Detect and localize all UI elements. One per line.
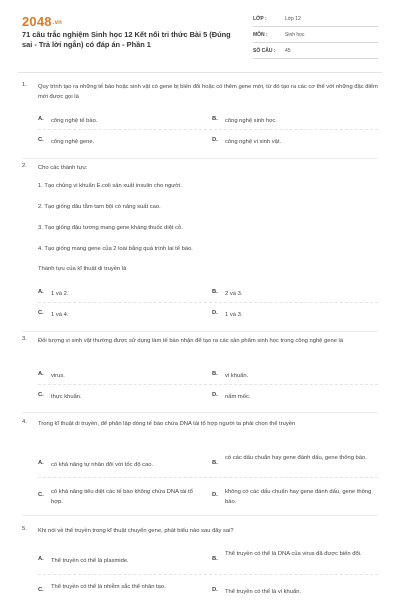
option-letter: D. — [212, 137, 218, 143]
option-text: nấm mốc. — [225, 394, 251, 400]
question-number: 2. — [22, 163, 27, 169]
logo-suffix: .vn — [52, 19, 63, 26]
option-text: Thể truyền có thể là nhiễm sắc thể nhân tạo. — [51, 584, 166, 590]
question-divider — [22, 331, 378, 332]
option-letter: A. — [38, 556, 44, 562]
option-divider — [38, 302, 378, 303]
question-3 — [22, 336, 378, 406]
option-text: công nghệ gene. — [51, 139, 95, 145]
question-number: 5. — [22, 526, 27, 532]
option-text: Thể truyền có thể là plasmide. — [51, 558, 129, 564]
meta-class-value: Lớp 12 — [285, 16, 301, 22]
option-letter: C. — [38, 310, 44, 316]
document-meta — [253, 14, 378, 62]
site-logo[interactable] — [22, 14, 62, 29]
question-divider — [22, 158, 378, 159]
option-letter: B. — [212, 289, 218, 295]
option-letter: B. — [212, 556, 218, 562]
option-text: thực khuẩn. — [51, 394, 82, 400]
question-divider — [22, 412, 378, 413]
question-text: Khi nói về thể truyền trong kĩ thuật chuyển gene, phát biểu nào sau đây sai? — [38, 528, 234, 534]
option-text: 1 và 4. — [51, 312, 69, 318]
option-text: Thể truyền có thể là vi khuẩn. — [225, 589, 302, 595]
option-letter: D. — [212, 310, 218, 316]
option-divider — [38, 129, 378, 130]
achievement-item-2: 2. Tạo giống dâu tằm tam bội có năng suất cao. — [38, 204, 161, 210]
option-divider — [38, 574, 378, 575]
option-divider — [38, 384, 378, 385]
option-text: công nghệ sinh học. — [225, 118, 277, 124]
option-letter: D. — [212, 587, 218, 593]
document-title: 71 câu trắc nghiệm Sinh học 12 Kết nối tri thức Bài 5 (Đúng sai - Trả lời ngắn) có đáp án - Phần 1 — [22, 30, 231, 49]
achievement-item-4: 4. Tạo giống mang gene của 2 loài bằng quá trình lai tế bào. — [38, 246, 193, 252]
option-letter: C. — [38, 492, 44, 498]
document-header — [0, 0, 400, 70]
question-1 — [22, 82, 378, 150]
option-letter: A. — [38, 116, 44, 122]
question-number: 4. — [22, 419, 27, 425]
option-letter: C. — [38, 137, 44, 143]
meta-class-label: LỚP : — [253, 16, 267, 22]
option-text: công nghệ vi sinh vật. — [225, 139, 282, 145]
option-text: virus. — [51, 373, 65, 379]
meta-subject-value: Sinh học — [285, 32, 305, 38]
option-text: có các dấu chuẩn hay gene đánh dấu, gene thông báo. — [225, 455, 367, 461]
question-text: Trong kĩ thuật di truyền, để phân lập dòng tế bào chứa DNA tái tổ hợp người ta phải chọn thể truyền — [38, 421, 296, 427]
question-number: 1. — [22, 82, 27, 88]
meta-count-row — [253, 46, 378, 59]
option-divider — [38, 477, 378, 478]
option-text: 2 và 3. — [225, 291, 243, 297]
question-text: Cho các thành tựu: — [38, 165, 88, 171]
option-text: có khả năng tiêu diệt các tế bào không chứa DNA tái tổ hợp. — [51, 489, 193, 505]
question-prompt: Thành tựu của kĩ thuật di truyền là — [38, 266, 127, 272]
question-text: Đối tượng vi sinh vật thường được sử dụng làm tế bào nhận để tạo ra các sản phẩm sinh học trong công nghệ gene là — [38, 338, 344, 344]
question-number: 3. — [22, 336, 27, 342]
option-letter: C. — [38, 587, 44, 593]
option-text: 1 và 2. — [51, 291, 69, 297]
option-letter: A. — [38, 289, 44, 295]
option-letter: C. — [38, 392, 44, 398]
meta-class-row — [253, 14, 378, 27]
question-2 — [22, 163, 378, 323]
option-text: vi khuẩn. — [225, 373, 249, 379]
meta-count-label: SỐ CÂU : — [253, 48, 276, 54]
option-letter: B. — [212, 371, 218, 377]
achievement-item-1: 1. Tạo chủng vi khuẩn E.coli sản xuất insulin cho người. — [38, 183, 182, 189]
option-letter: A. — [38, 460, 44, 466]
meta-count-value: 45 — [285, 48, 291, 54]
option-letter: D. — [212, 392, 218, 398]
option-letter: B. — [212, 460, 218, 466]
question-5 — [22, 526, 378, 600]
option-text: công nghệ tế bào. — [51, 118, 98, 124]
meta-subject-row — [253, 30, 378, 43]
meta-subject-label: MÔN : — [253, 32, 268, 38]
achievement-item-3: 3. Tạo giống đậu tương mang gene kháng thuốc diệt cỏ. — [38, 225, 183, 231]
question-text: Quy trình tạo ra những tế bào hoặc sinh vật có gene bị biến đổi hoặc có thêm gene mới, từ đó tạo ra các cơ thể với những đặc điểm mới được gọi là — [38, 84, 378, 100]
option-letter: A. — [38, 371, 44, 377]
option-text: có khả năng tự nhân đôi với tốc độ cao. — [51, 462, 154, 468]
option-letter: D. — [212, 492, 218, 498]
option-text: 1 và 3. — [225, 312, 243, 318]
logo-text: 2048 — [22, 14, 52, 29]
option-text: Thể truyền có thể là DNA của virus đã được biến đổi. — [225, 551, 362, 557]
question-4 — [22, 419, 378, 517]
option-letter: B. — [212, 116, 218, 122]
option-text: không có các dấu chuẩn hay gene đánh dấu, gene thông báo. — [225, 489, 372, 505]
question-divider — [22, 515, 378, 516]
header-divider — [18, 72, 382, 73]
